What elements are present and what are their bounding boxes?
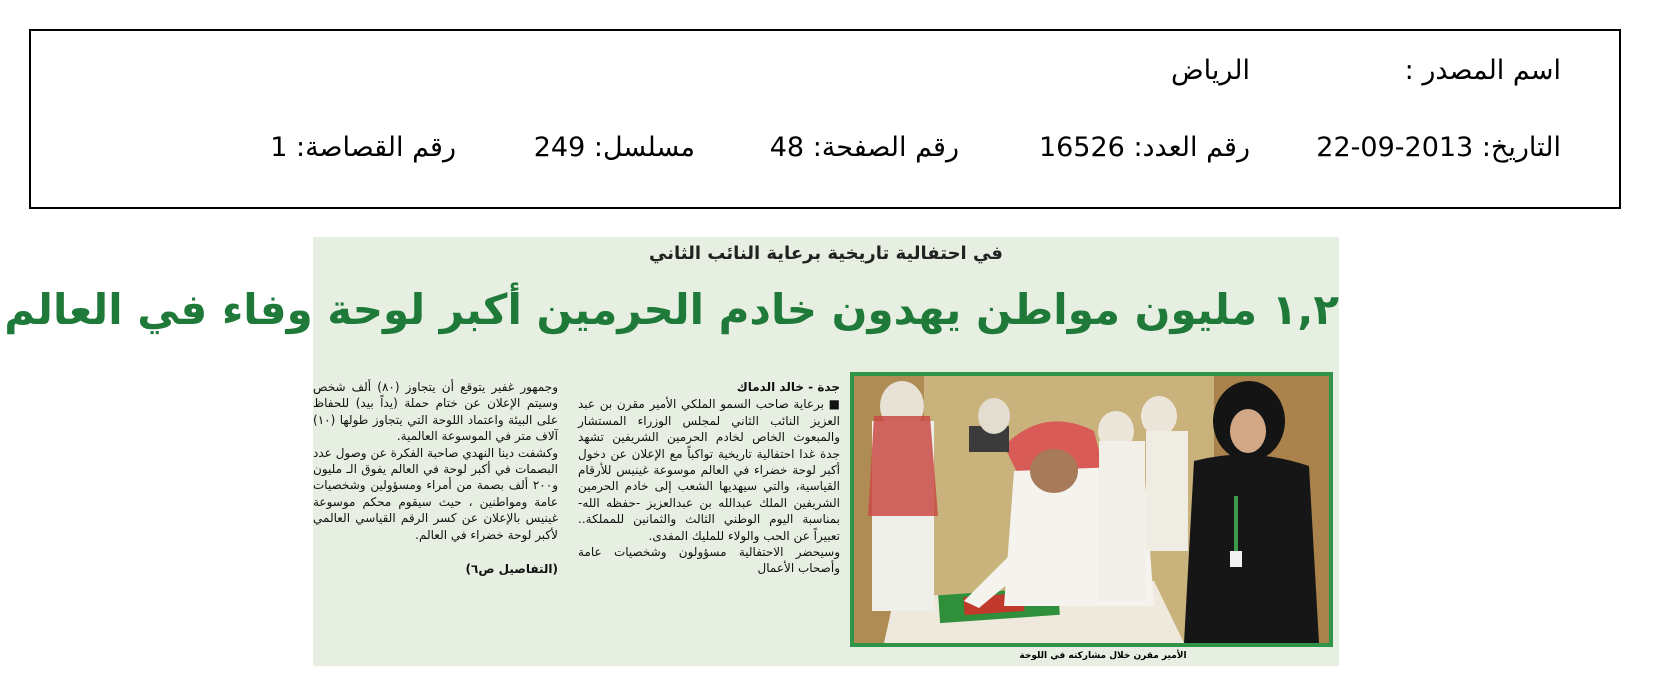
metadata-row-source <box>61 55 1561 95</box>
photo-illustration <box>854 376 1329 643</box>
article-paragraph-1: ■ برعاية صاحب السمو الملكي الأمير مقرن بن عبد العزيز النائب الثاني لمجلس الوزراء المستشار والمبعوث الخاص لخادم الحرمين الشريفين تشهد جدة غدا احتفالية تاريخية تواكباً مع الإعلان عن دخول أكبر لوحة خضراء في العالم موسوعة غينيس للأرقام القياسية، والتي سيهديها الشعب إلى خادم الحرمين الشريفين الملك عبدالله بن عبدالعزيز -حفظه الله- بمناسبة اليوم الوطني الثالث والثمانين للمملكة.. تعبيراً عن الحب والولاء للمليك المفدى. <box>578 397 840 543</box>
source-value: الرياض <box>1170 55 1250 86</box>
photo-caption: الأمير مقرن خلال مشاركته في اللوحة <box>1019 651 1187 661</box>
article-paragraph-2: وسيحضر الاحتفالية مسؤولون وشخصيات عامة وأصحاب الأعمال <box>578 545 840 576</box>
article-headline: ١,٢ مليون مواطن يهدون خادم الحرمين أكبر لوحة وفاء في العالم <box>4 285 1339 334</box>
date-field: التاريخ: 2013-09-22 <box>1316 132 1561 163</box>
issue-field: رقم العدد: 16526 <box>1038 132 1250 163</box>
metadata-box <box>29 29 1621 209</box>
page-field: رقم الصفحة: 48 <box>769 132 959 163</box>
article-details-reference: (التفاصيل ص٦) <box>465 562 558 577</box>
article-photo <box>850 372 1333 647</box>
article-paragraph-3: وجمهور غفير يتوقع أن يتجاوز (٨٠) ألف شخص وسيتم الإعلان عن ختام حملة (يداً بيد) للحفاظ على البيئة واعتماد اللوحة التي يتجاوز طولها (١٠) آلاف متر في الموسوعة العالمية. <box>313 380 558 444</box>
serial-field: مسلسل: 249 <box>533 132 695 163</box>
clip-number-field: رقم القصاصة: 1 <box>270 132 456 163</box>
metadata-row-details <box>61 132 1561 172</box>
article-column-right <box>578 379 840 577</box>
article-byline: جدة - خالد الدماك <box>736 380 840 394</box>
newspaper-clipping <box>4 237 1339 666</box>
source-label: اسم المصدر : <box>1404 55 1561 86</box>
article-column-left <box>313 379 558 577</box>
article-paragraph-4: وكشفت دينا النهدي صاحبة الفكرة عن وصول عدد البصمات في أكبر لوحة في العالم يفوق الـ مليون و٢٠٠ ألف بصمة من أمراء ومسؤولين وشخصيات عامة ومواطنين ، حيث سيقوم محكم موسوعة غينيس بالإعلان عن كسر الرقم القياسي العالمي لأكبر لوحة خضراء في العالم. <box>313 445 558 542</box>
article-kicker: في احتفالية تاريخية برعاية النائب الثاني <box>649 243 1003 264</box>
